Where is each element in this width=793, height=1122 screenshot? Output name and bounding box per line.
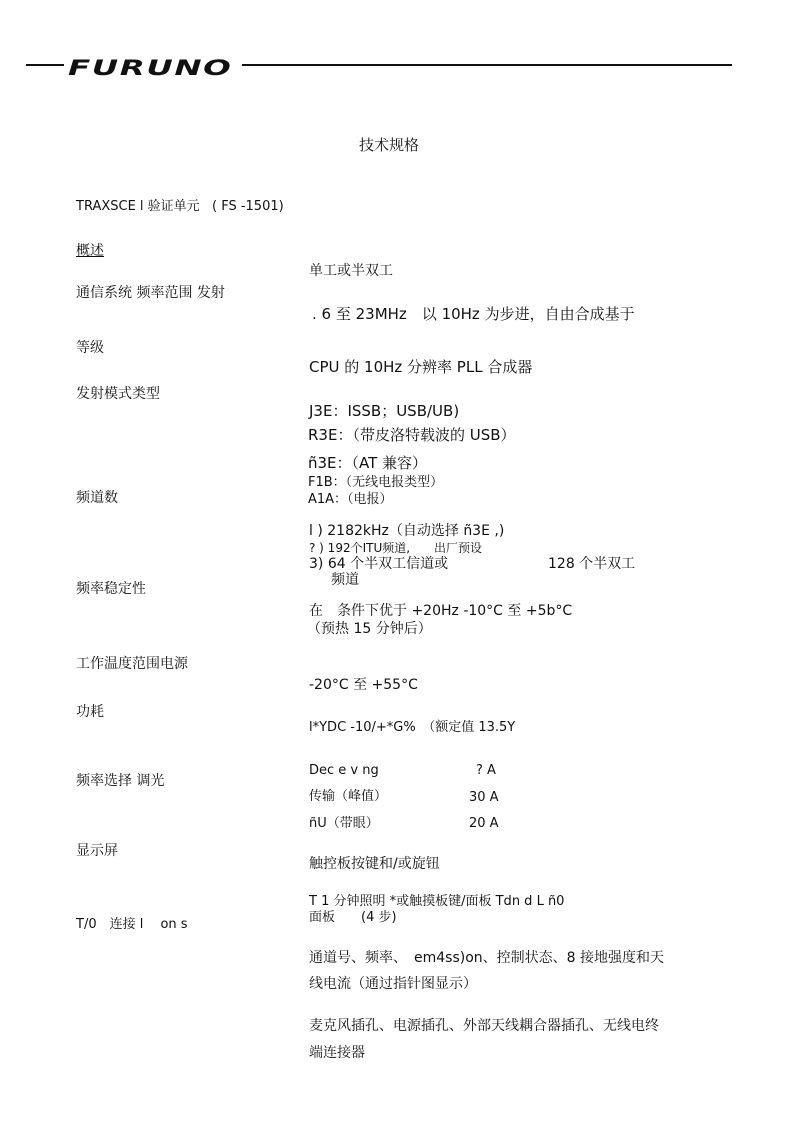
value-tx-current: 30 A <box>469 790 499 805</box>
section-heading: 概述 <box>76 243 104 259</box>
product-model: ( FS -1501) <box>212 199 284 214</box>
value-j3e: J3E：ISSB；USB/UB) <box>309 402 460 420</box>
value-comm-mode: 单工或半双工 <box>309 263 393 279</box>
value-stability-2: （预热 15 分钟后） <box>307 621 432 637</box>
label-power-consumption: 功耗 <box>76 704 104 720</box>
value-channel-3a: 3) 64 个半双工信道或 <box>309 556 449 572</box>
value-display-2: 线电流（通过指针图显示） <box>309 976 477 992</box>
value-dimmer-1: T 1 分钟照明 *或触摸板键/面板 Tdn d L ñ0 <box>309 894 565 909</box>
value-connectors-1: 麦克风插孔、电源插孔、外部天线耦合器插孔、无线电终 <box>309 1018 659 1034</box>
value-stability-1: 在 条件下优于 +20Hz -10°C 至 +5b°C <box>309 603 573 619</box>
value-channel-3b: 128 个半双工 <box>548 556 636 572</box>
value-rx-current: ? A <box>476 763 496 778</box>
label-display: 显示屏 <box>76 843 118 859</box>
value-dimmer-2: 面板 (4 步) <box>309 910 397 925</box>
label-freq-select: 频率选择 调光 <box>76 773 165 789</box>
label-comm-system: 通信系统 频率范围 发射 <box>76 285 225 301</box>
value-a1a: A1A：（电报） <box>308 492 393 507</box>
value-rx-label: Dec e v ng <box>309 763 379 778</box>
value-tx-label: 传输（峰值） <box>309 789 388 804</box>
header-rule-right <box>242 64 732 66</box>
value-f1b: F1B：（无线电报类型） <box>308 475 444 490</box>
value-tx2-current: 20 A <box>469 816 499 831</box>
label-io: T/0 连接 l on s <box>76 917 188 932</box>
label-freq-stability: 频率稳定性 <box>76 581 146 597</box>
value-freq-range-1: . 6 至 23MHz 以 10Hz 为步进，自由合成基于 <box>312 305 635 323</box>
value-tx2-label: ñU（带眼） <box>309 816 379 831</box>
page-title: 技术规格 <box>359 136 420 154</box>
label-channels: 频道数 <box>76 490 118 506</box>
label-grade: 等级 <box>76 340 104 356</box>
value-freq-range-2: CPU 的 10Hz 分辨率 PLL 合成器 <box>309 358 533 376</box>
value-select: 触控板按键和/或旋钮 <box>309 856 440 872</box>
product-name: TRAXSCE l 验证单元 <box>76 199 200 214</box>
label-temp-power: 工作温度范围电源 <box>76 656 188 672</box>
furuno-logo: FURUNO <box>68 56 233 80</box>
value-channel-2: ? ) 192个ITU频道, 出厂预设 <box>309 541 483 555</box>
value-channel-3c: 频道 <box>331 572 359 588</box>
label-emission-type: 发射模式类型 <box>76 386 160 402</box>
value-temperature: -20°C 至 +55°C <box>309 677 418 693</box>
value-connectors-2: 端连接器 <box>309 1045 365 1061</box>
value-channel-1: l ) 2182kHz（自动选择 ñ3E ,) <box>309 523 505 539</box>
header-rule-left <box>26 64 64 66</box>
value-r3e: R3E：（带皮洛特载波的 USB） <box>308 426 516 444</box>
value-h3e: ñ3E：（AT 兼容） <box>308 454 428 472</box>
value-power: l*YDC -10/+*G% （额定值 13.5Y <box>309 720 516 735</box>
value-display-1: 通道号、频率、 em4ss)on、控制状态、8 接地强度和天 <box>309 950 665 966</box>
